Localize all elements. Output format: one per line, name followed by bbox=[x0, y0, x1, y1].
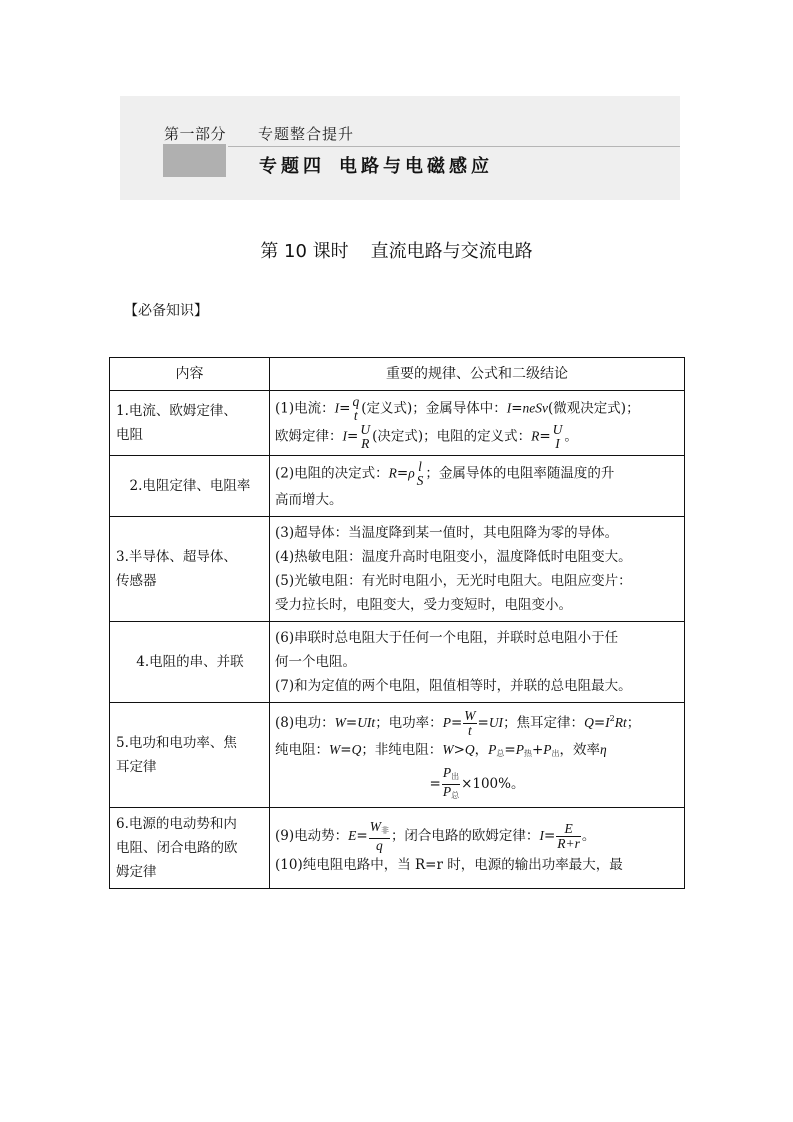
table-row bbox=[110, 391, 685, 456]
topic-title: 电路与电磁感应 bbox=[339, 156, 493, 177]
row-content bbox=[270, 703, 685, 808]
row-topic: 2.电阻定律、电阻率 bbox=[110, 456, 270, 517]
row-topic: 3.半导体、超导体、 传感器 bbox=[110, 517, 270, 622]
row-topic: 4.电阻的串、并联 bbox=[110, 622, 270, 703]
formula-efficiency: = $\frac{P_出}{P_总}$ ×100%。 bbox=[429, 765, 525, 800]
table-header-row bbox=[110, 358, 685, 391]
chapter-banner bbox=[120, 96, 680, 200]
part-subtitle: 专题整合提升 bbox=[258, 125, 355, 143]
table-row bbox=[110, 517, 685, 622]
banner-gray-block bbox=[163, 144, 226, 177]
row-topic: 6.电源的电动势和内 电阻、闭合电路的欧 姆定律 bbox=[110, 808, 270, 889]
row-content bbox=[270, 391, 685, 456]
formula-current: (1)电流：I= q t (定义式)；金属导体中：I=neSv(微观决定式)； bbox=[275, 394, 640, 423]
formula-resistance: (2)电阻的决定式：R=ρ l S ；金属导体的电阻率随温度的升 bbox=[275, 459, 615, 488]
row-content: (3)超导体：当温度降到某一值时，其电阻降为零的导体。 (4)热敏电阻：温度升高时电阻变小，温度降低时电阻变大。 (5)光敏电阻：有光时电阻小，无光时电阻大。电阻应变片： 受力拉长时，电阻变大，受力变短时，电阻变小。 bbox=[270, 517, 685, 622]
row-topic: 5.电功和电功率、焦 耳定律 bbox=[110, 703, 270, 808]
lesson-name: 直流电路与交流电路 bbox=[370, 241, 533, 262]
table-row bbox=[110, 703, 685, 808]
formula-work-power: (8)电功：W=UIt；电功率：P= $\frac{W}{t}$ =UI；焦耳定律：$Q=I^2Rt$； bbox=[275, 708, 641, 738]
table-row bbox=[110, 456, 685, 517]
row-content: (9)电动势：E= $\frac{W_非}{q}$ ；闭合电路的欧姆定律：I= $\frac{E}{R+r}$ 。 (10)纯电阻电路中，当 R=r 时，电源的输出功率最大，最 bbox=[270, 808, 685, 889]
row-content: (2)电阻的决定式：R=ρ l S ；金属导体的电阻率随温度的升 高而增大。 bbox=[270, 456, 685, 517]
knowledge-table bbox=[109, 357, 685, 889]
row-content: (6)串联时总电阻大于任何一个电阻，并联时总电阻小于任 何一个电阻。 (7)和为定值的两个电阻，阻值相等时，并联的总电阻最大。 bbox=[270, 622, 685, 703]
table-row bbox=[110, 808, 685, 889]
table-row bbox=[110, 622, 685, 703]
topic-heading bbox=[259, 152, 507, 178]
lesson-title bbox=[0, 237, 793, 263]
section-tag: 【必备知识】 bbox=[124, 303, 208, 319]
topic-number: 专题四 bbox=[259, 156, 325, 177]
formula-pure-resistance: 纯电阻：W=Q；非纯电阻：W>Q，$P_总=P_热+P_出$，效率η bbox=[275, 742, 607, 758]
lesson-number: 第 10 课时 bbox=[260, 241, 349, 262]
formula-emf: (9)电动势：E= $\frac{W_非}{q}$ ；闭合电路的欧姆定律：I= $\frac{E}{R+r}$ 。 bbox=[275, 818, 596, 853]
part-label: 第一部分 bbox=[164, 125, 227, 143]
banner-divider bbox=[228, 146, 680, 147]
row-topic: 1.电流、欧姆定律、 电阻 bbox=[110, 391, 270, 456]
formula-ohm: 欧姆定律：I= U R (决定式)；电阻的定义式：R= U I 。 bbox=[275, 422, 578, 451]
header-rules: 重要的规律、公式和二级结论 bbox=[270, 358, 685, 391]
header-content: 内容 bbox=[110, 358, 270, 391]
